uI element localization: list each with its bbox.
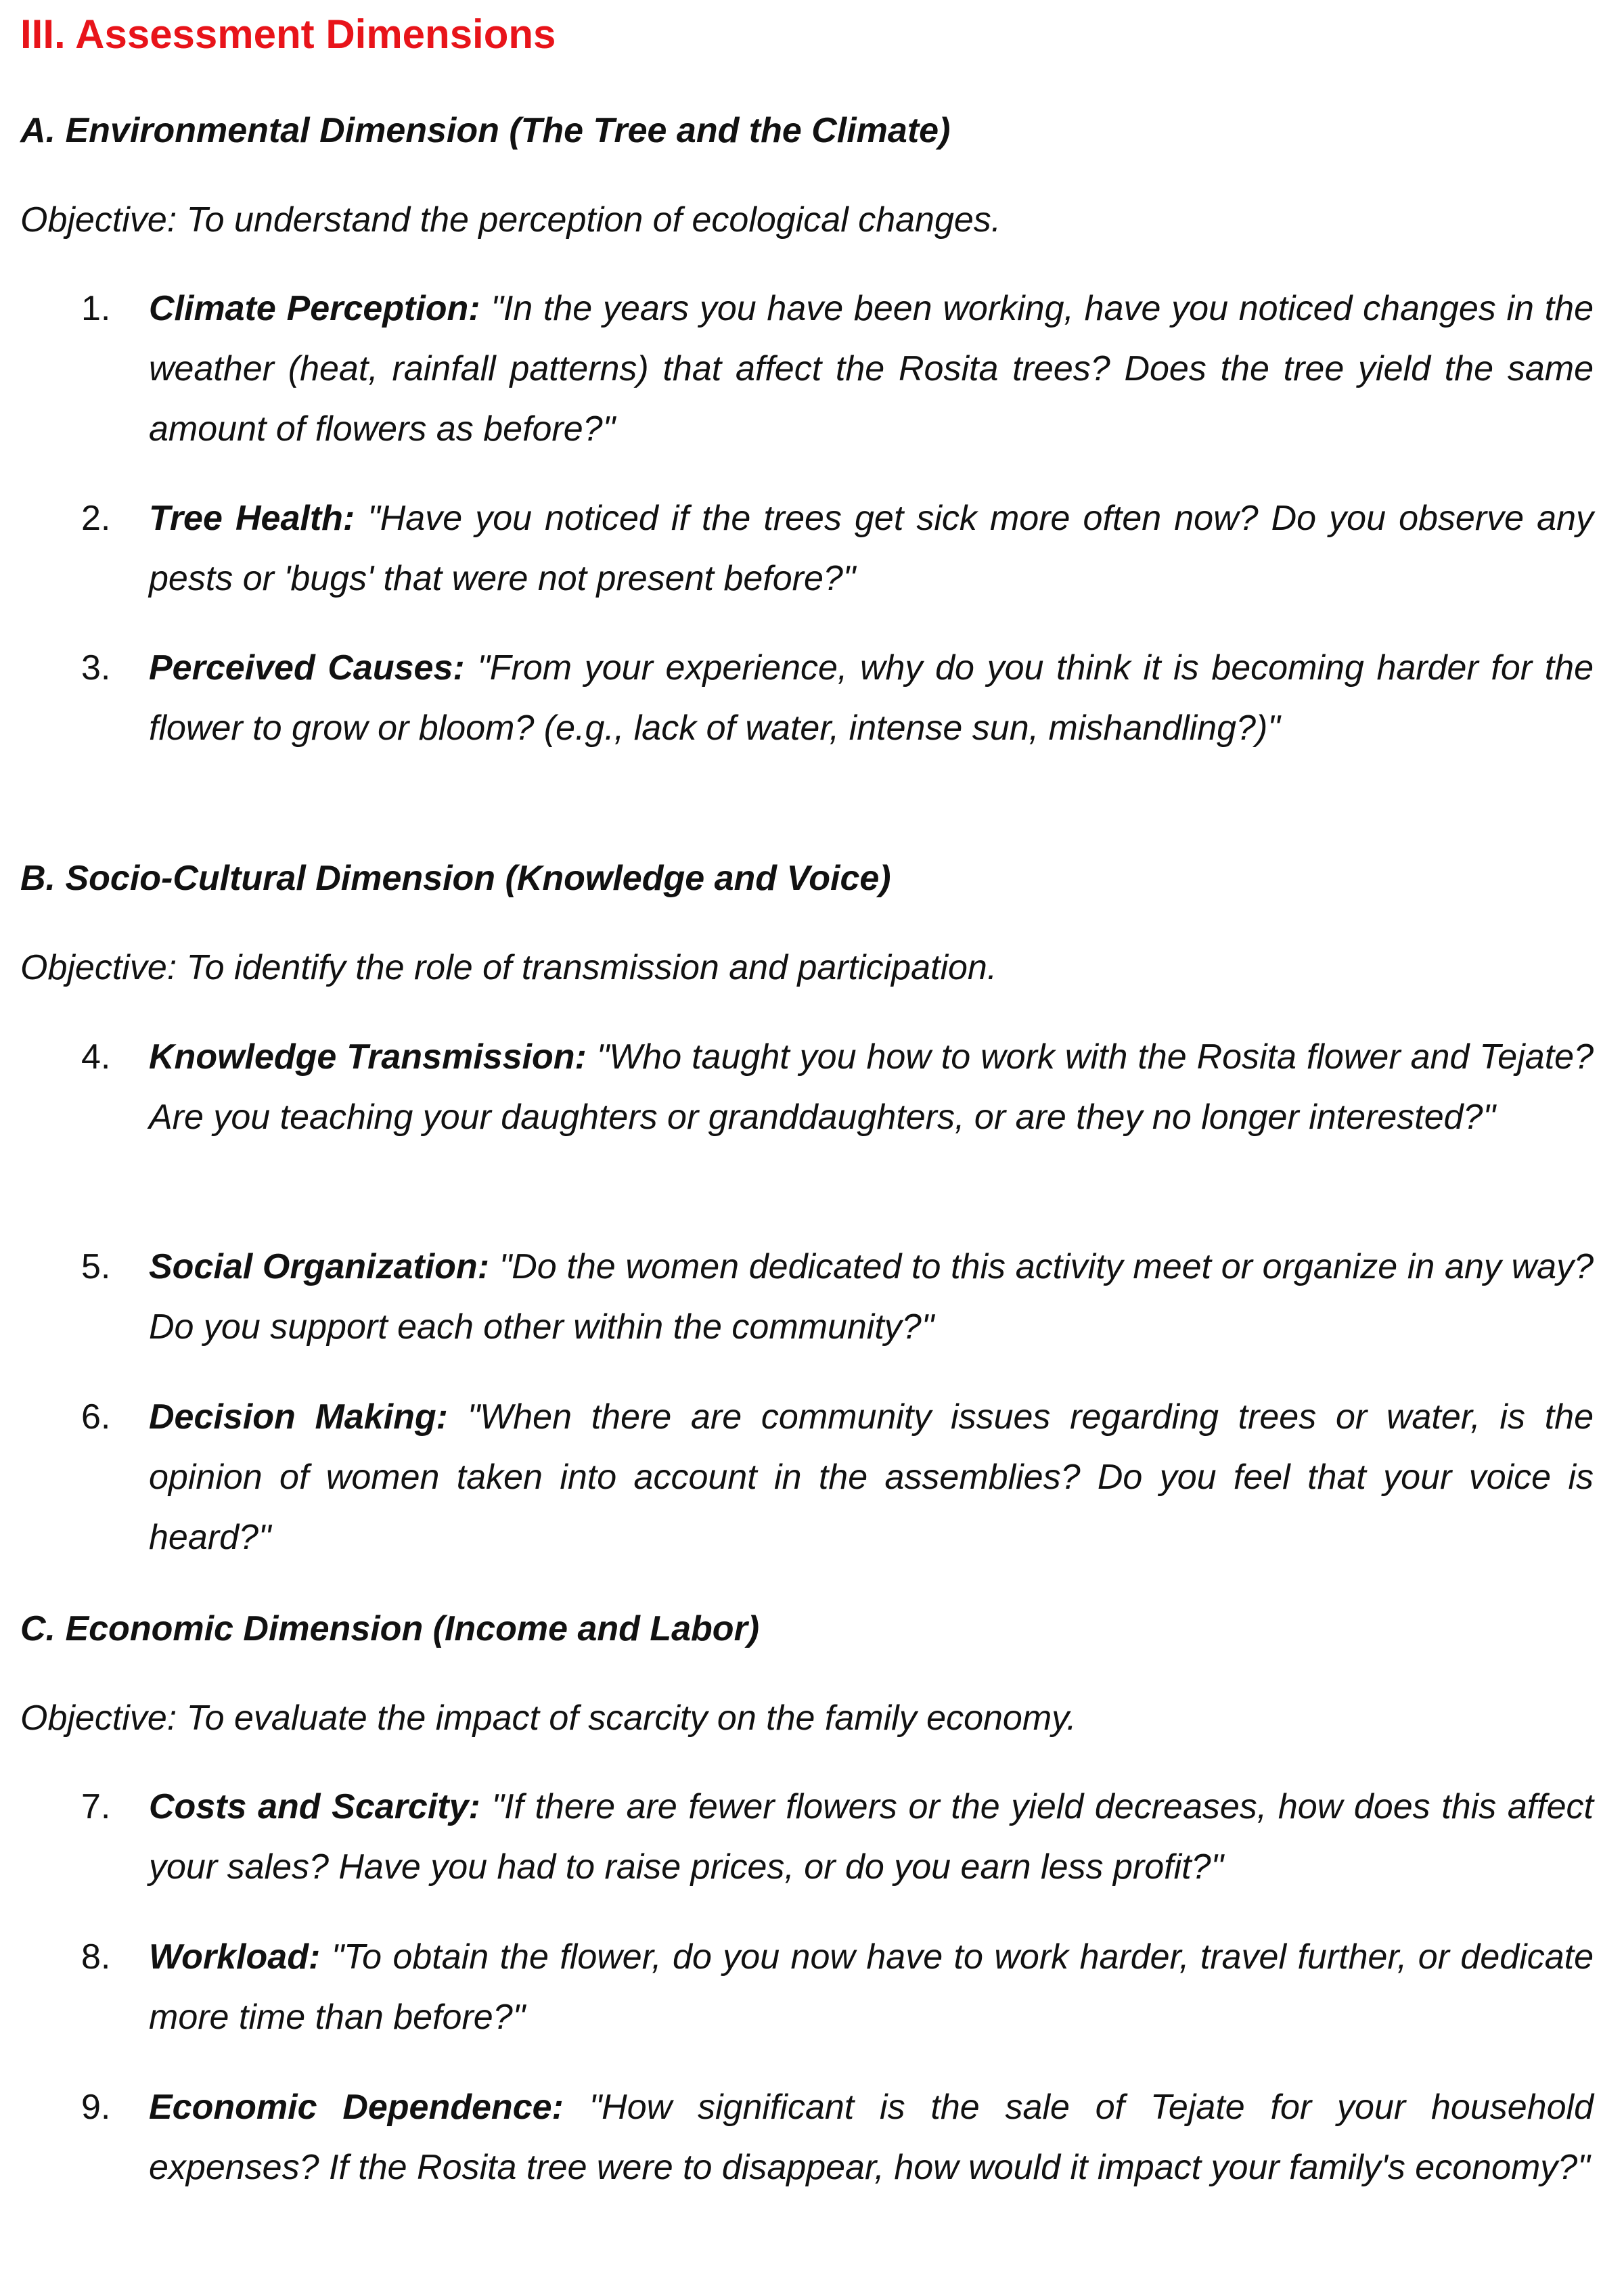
question-text: "If there are fewer flowers or the yield decreases, how does this affect your sales? Have you had to raise prices, or do you earn less profit?": [149, 1787, 1594, 1887]
question-number: 3.: [81, 648, 111, 688]
question-item: [81, 1027, 1594, 1148]
question-body: [149, 1027, 1594, 1148]
question-label: Social Organization:: [149, 1247, 490, 1286]
question-text: "Have you noticed if the trees get sick more often now? Do you observe any pests or 'bugs' that were not present before?": [149, 499, 1594, 598]
question-text: "When there are community issues regarding trees or water, is the opinion of women taken into account in the assemblies? Do you feel that your voice is heard?": [149, 1397, 1594, 1557]
question-item: [81, 638, 1594, 759]
question-item: [81, 1237, 1594, 1357]
question-label: Perceived Causes:: [149, 648, 465, 688]
question-body: [149, 2077, 1594, 2198]
section-objective-economic: Objective: To evaluate the impact of scarcity on the family economy.: [20, 1699, 1077, 1738]
question-body: [149, 1387, 1594, 1568]
question-body: [149, 1777, 1594, 1897]
question-item: [81, 279, 1594, 459]
section-objective-environmental: Objective: To understand the perception of ecological changes.: [20, 200, 1001, 240]
question-body: [149, 489, 1594, 609]
question-body: [149, 279, 1594, 459]
question-text: "To obtain the flower, do you now have to work harder, travel further, or dedicate more time than before?": [149, 1937, 1594, 2037]
question-label: Economic Dependence:: [149, 2088, 564, 2127]
question-text: "From your experience, why do you think it is becoming harder for the flower to grow or bloom? (e.g., lack of water, intense sun, mishandling?)": [149, 648, 1594, 748]
question-number: 2.: [81, 499, 111, 538]
question-label: Costs and Scarcity:: [149, 1787, 480, 1826]
question-text: "Who taught you how to work with the Rosita flower and Tejate? Are you teaching your daughters or granddaughters, or are they no longer interested?": [149, 1037, 1594, 1137]
question-number: 4.: [81, 1037, 111, 1077]
question-label: Climate Perception:: [149, 289, 480, 328]
question-body: [149, 1927, 1594, 2048]
question-text: "How significant is the sale of Tejate for your household expenses? If the Rosita tree were to disappear, how would it impact your family's economy?": [149, 2088, 1594, 2187]
question-number: 7.: [81, 1787, 111, 1826]
question-item: [81, 1387, 1594, 1568]
section-heading-environmental: A. Environmental Dimension (The Tree and the Climate): [20, 111, 951, 150]
question-body: [149, 638, 1594, 759]
section-objective-socio-cultural: Objective: To identify the role of transmission and participation.: [20, 948, 997, 987]
question-body: [149, 1237, 1594, 1357]
question-label: Decision Making:: [149, 1397, 448, 1437]
question-label: Knowledge Transmission:: [149, 1037, 587, 1077]
section-heading-socio-cultural: B. Socio-Cultural Dimension (Knowledge and Voice): [20, 859, 891, 898]
question-number: 1.: [81, 289, 111, 328]
question-text: "In the years you have been working, have you noticed changes in the weather (heat, rainfall patterns) that affect the Rosita trees? Does the tree yield the same amount of flowers as before?": [149, 289, 1594, 449]
question-number: 6.: [81, 1397, 111, 1437]
section-heading-economic: C. Economic Dimension (Income and Labor): [20, 1609, 760, 1648]
question-item: [81, 489, 1594, 609]
question-text: "Do the women dedicated to this activity meet or organize in any way? Do you support each other within the community?": [149, 1247, 1594, 1347]
question-number: 5.: [81, 1247, 111, 1286]
question-number: 9.: [81, 2088, 111, 2127]
question-item: [81, 2077, 1594, 2198]
page-title: III. Assessment Dimensions: [20, 12, 556, 57]
question-label: Tree Health:: [149, 499, 355, 538]
question-item: [81, 1777, 1594, 1897]
question-number: 8.: [81, 1937, 111, 1977]
question-item: [81, 1927, 1594, 2048]
question-label: Workload:: [149, 1937, 321, 1977]
